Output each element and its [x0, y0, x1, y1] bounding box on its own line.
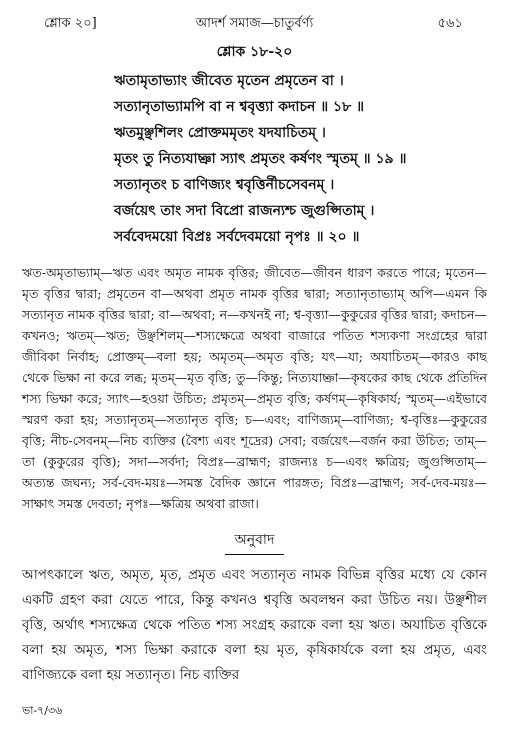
verse-line: বর্জয়েৎ তাং সদা বিপ্রো রাজন্যশ্চ জুগুপ্সিতাম্ । [114, 203, 375, 219]
word-meanings: ঋত-অমৃতাভ্যাম্—ঋত এবং অমৃত নামক বৃত্তির; জীবেত—জীবন ধারণ করতে পারে; মৃতেন—মৃত বৃত্তির দ্বারা; প্রমৃতেন বা—অথবা প্রমৃত নামক বৃত্তির দ্বারা; সত্যানৃতাভ্যাম্ অপি—এমন কি সত্যানৃত নামক বৃত্তির দ্বারা; বা—অথবা; ন—কখনই না; শ্ব-বৃত্ত্যা—কুকুরের বৃত্তির দ্বারা; কদাচন—কখনও; ঋতম্—ঋত; উঞ্ছশিলম্—শস্যক্ষেত্রে অথবা বাজারে পতিত শস্যকণা সংগ্রহের দ্বারা জীবিকা নির্বাহ; প্রোক্তম্—বলা হয়; অমৃতম্—অমৃত বৃত্তি; যৎ—যা; অযাচিতম্—কারও কাছ থেকে ভিক্ষা না করে লব্ধ; মৃতম্—মৃত বৃত্তি; তু—কিন্তু; নিত্যযাচ্ঞা—কৃষকের কাছ থেকে প্রতিদিন শস্য ভিক্ষা করে; স্যাৎ—হওয়া উচিত; প্রমৃতম্—প্রমৃত বৃত্তি; কর্ষণম্—কৃষিকার্য; স্মৃতম্—এইভাবে স্মরণ করা হয়; সত্যানৃতম্—সত্যানৃত বৃত্তি; চ—এবং; বাণিজ্যম্—বাণিজ্য; শ্ব-বৃত্তিঃ—কুকুরের বৃত্তি; নীচ-সেবনম্—নিচ ব্যক্তির (বৈশ্য এবং শূদ্রের) সেবা; বর্জয়েৎ—বর্জন করা উচিত; তাম্—তা (কুকুরের বৃত্তি); সদা—সর্বদা; বিপ্রঃ—ব্রাহ্মণ; রাজন্যঃ চ—এবং ক্ষত্রিয়; জুগুপ্সিতাম্—অত্যন্ত জঘন্য; সর্ব-বেদ-ময়ঃ—সমস্ত বৈদিক জ্ঞানে পারঙ্গত; বিপ্রঃ—ব্রাহ্মণ; সর্ব-দেব-ময়ঃ—সাক্ষাৎ সমস্ত দেবতা; নৃপঃ—ক্ষত্রিয় অথবা রাজা। [22, 265, 487, 511]
verse-line: ঋতামৃতাভ্যাং জীবেত মৃতেন প্রমৃতেন বা । [114, 73, 344, 89]
translation-heading: অনুবাদ [225, 528, 285, 555]
verse-line: ঋতমুঞ্ছশিলং প্রোক্তমমৃতং যদযাচিতম্ । [114, 125, 326, 141]
verse-line: সত্যানৃতং চ বাণিজ্যং শ্ববৃত্তির্নীচসেবনম্ । [114, 177, 335, 193]
header-title: আদর্শ সমাজ—চাতুর্বর্ণ্য [195, 16, 314, 31]
verse-line: সর্ববেদময়ো বিপ্রঃ সর্বদেবময়ো নৃপঃ ॥ ২০ ॥ [114, 229, 360, 245]
sloka-heading: শ্লোক ১৮-২০ [216, 44, 293, 60]
translation-heading-wrap [22, 528, 487, 555]
verse-line: সত্যানৃতাভ্যামপি বা ন শ্ববৃত্ত্যা কদাচন ॥ ১৮ ॥ [114, 99, 364, 115]
page-number: ৫৬১ [437, 16, 463, 31]
header-verse-ref: শ্লোক ২০] [44, 16, 97, 31]
running-header [22, 0, 487, 34]
translation-text: আপৎকালে ঋত, অমৃত, মৃত, প্রমৃত এবং সত্যানৃত নামক বিভিন্ন বৃত্তির মধ্যে যে কোন একটি গ্রহণ করা যেতে পারে, কিন্তু কখনও শ্ববৃত্তি অবলম্বন করা উচিত নয়। উঞ্ছশীল বৃত্তি, অর্থাৎ শস্যক্ষেত্র থেকে পতিত শস্য সংগ্রহ করাকে বলা হয় ঋত। অযাচিত বৃত্তিকে বলা হয় অমৃত, শস্য ভিক্ষা করাকে বলা হয় মৃত, কৃষিকার্যকে বলা হয় প্রমৃত, এবং বাণিজ্যকে বলা হয় সত্যানৃত। নিচ ব্যক্তির [22, 567, 487, 683]
sanskrit-verses [114, 68, 487, 250]
verse-line: মৃতং তু নিত্যযাচ্ঞা স্যাৎ প্রমৃতং কর্ষণং স্মৃতম্ ॥ ১৯ ॥ [114, 151, 407, 167]
footer-signature: ভা-৭/৩৬ [22, 704, 63, 717]
